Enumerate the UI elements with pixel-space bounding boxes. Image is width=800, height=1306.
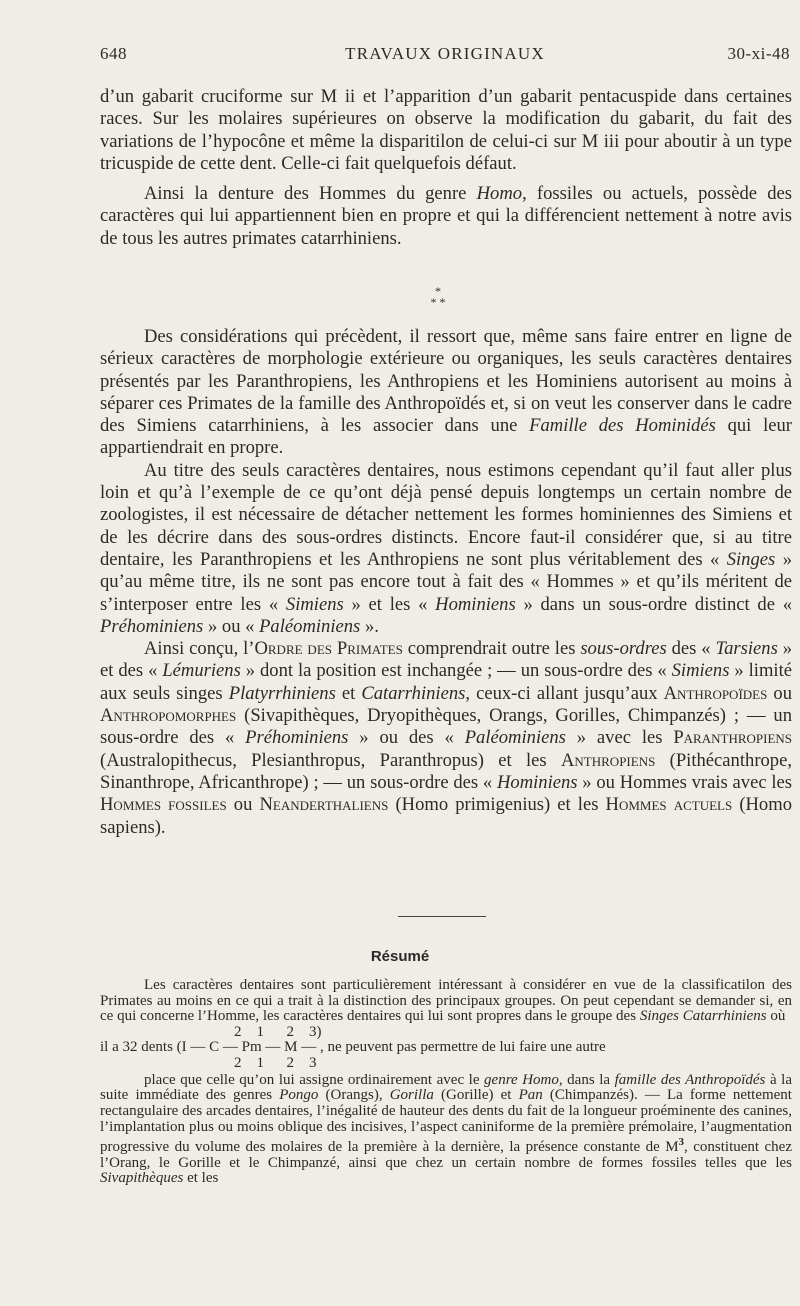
smallcaps-run: Hommes actuels [605, 794, 733, 816]
italic-run: genre Homo [484, 1071, 559, 1088]
smallcaps-run: Anthropoïdes [663, 682, 768, 704]
running-title: TRAVAUX ORIGINAUX [345, 44, 545, 63]
text-run: Des considérations qui précèdent, il ressort que, même sans faire entrer en ligne de sérieux caractères de morphologie extérieure ou organiques, les seuls caractères dentaires présentés par les Paranthropiens, les Anthropiens et les Hominiens autorisent au moins à séparer ces Primates de la famille des Anthropoïdés et, si on veut les conserver dans le cadre des Simiens catarrhiniens, à les associer dans une [100, 326, 792, 437]
smallcaps-run: Anthropiens [560, 749, 656, 771]
text-run: et les [183, 1170, 219, 1187]
italic-run: Préhominiens [100, 615, 204, 637]
text-run: ». [360, 615, 379, 637]
section-divider [398, 916, 486, 917]
italic-run: Pongo [279, 1087, 319, 1104]
paragraph-homo-denture [100, 183, 792, 250]
text-run: (Sivapithèques, Dryopithèques, Orangs, Gorilles, Chimpanzés) ; — un sous-ordre des « [100, 705, 792, 749]
stars-bottom: * * [430, 295, 446, 309]
text-run: » qu’au même titre, ils ne sont pas encore tout à fait des « Hommes » et qu’ils méritent de s’interposer entre les « [100, 548, 792, 615]
italic-run: Tarsiens [715, 638, 778, 660]
italic-run: Famille des Hominidés [529, 415, 716, 437]
text-run: comprendrait outre les [402, 638, 581, 660]
text-run: » ou « [203, 615, 260, 637]
text-run: Ainsi conçu, l’ [144, 638, 255, 660]
italic-run: Platyrrhiniens [228, 682, 336, 704]
text-run: » ou des « [348, 727, 465, 749]
text-run: Les caractères dentaires sont particulièrement intéressant à considérer en vue de la classificatilon des Primates au moins en ce qui a trait à la distinction des principaux groupes. On peut cependant se demander si, en ce qui concerne l’Homme, les caractères dentaires qui lui sont propres dans le groupe des [100, 977, 792, 1025]
body-section-1 [100, 86, 792, 250]
issue-date: 30-xi-48 [727, 44, 790, 63]
italic-run: Singes [726, 548, 776, 570]
smallcaps-run: Ordre des Primates [254, 638, 403, 660]
dental-formula [100, 1025, 792, 1073]
text-run: ou [767, 682, 792, 704]
resume-section [100, 978, 792, 1187]
text-run: des « [666, 638, 716, 660]
italic-run: Paléominiens [259, 615, 361, 637]
resume-heading: Résumé [370, 948, 430, 965]
text-run: ou [226, 794, 260, 816]
italic-run: Préhominiens [245, 727, 349, 749]
smallcaps-run: Paranthropiens [673, 727, 793, 749]
resume-paragraph-1 [100, 978, 792, 1025]
smallcaps-run: Neanderthaliens [259, 794, 389, 816]
page-number: 648 [100, 44, 127, 63]
italic-run: sous-ordres [580, 638, 667, 660]
star-top: * [435, 284, 441, 298]
text-run: (Australopithecus, Plesianthropus, Paranthropus) et les [100, 749, 561, 771]
text-run: (Pithécanthrope, Sinanthrope, Africanthrope) ; — un sous-ordre des « [100, 749, 793, 793]
text-run: » avec les [565, 727, 674, 749]
text-run: » ou Hommes vrais avec les [577, 771, 792, 793]
italic-run: Catarrhiniens [361, 682, 466, 704]
text-run: Au titre des seuls caractères dentaires, nous estimons cependant qu’il faut aller plus loin et qu’à l’exemple de ce qu’ont déjà pensé depuis longtemps un certain nombre de zoologistes, il est nécessaire de détacher nettement les formes hominiennes des Simiens et de les décrire dans des sous-ordres distincts. Encore faut-il considérer que, si au titre dentaire, les Paranthropiens et les Anthropiens ne sont plus véritablement des « [100, 459, 792, 570]
italic-run: famille des Anthropoïdés [614, 1071, 766, 1088]
text-run: , fossiles ou actuels, possède des caractères qui lui appartiennent bien en propre et qui la différencient nettement à notre avis de tous les autres primates catarrhiniens. [100, 183, 792, 249]
italic-run: Hominiens [496, 771, 578, 793]
text-run: Ainsi la denture des Hommes du genre [144, 183, 477, 205]
italic-run: Hominiens [435, 593, 516, 615]
running-header [100, 44, 790, 68]
text-run: (Gorille) et [433, 1087, 519, 1104]
italic-run: Lémuriens [162, 660, 241, 682]
text-run: , ceux-ci allant jusqu’aux [465, 682, 664, 704]
text-run: » dans un sous-ordre distinct de « [515, 593, 793, 615]
formula-upper-row: 2 1 2 3) [234, 1023, 322, 1040]
italic-run: Simiens [285, 593, 344, 615]
text-run: (Chimpanzés). — La forme nettement rectangulaire des arcades dentaires, l’inégalité de hauteur des dents du fait de la longueur proéminente des canines, l’implantation plus ou moins oblique des incisives, l’aspect caniniforme de la première prémolaire, l’augmentation progressive du volume des molaires de la première à la dernière, la présence constante de M [100, 1087, 792, 1156]
text-run: et [335, 682, 362, 704]
text-run: (Homo primigenius) et les [388, 794, 606, 816]
italic-run: Simiens [671, 660, 730, 682]
italic-run: Pan [518, 1087, 543, 1104]
paragraph-dental-titles [100, 460, 792, 638]
superscript: 3 [678, 1136, 685, 1149]
body-section-2 [100, 326, 792, 839]
italic-run: Gorilla [389, 1087, 434, 1104]
italic-run: Sivapithèques [100, 1170, 184, 1187]
formula-lower-row: 2 1 2 3 [234, 1054, 317, 1071]
italic-run: Homo [476, 183, 523, 205]
smallcaps-run: Anthropomorphes [100, 705, 237, 727]
text-run: » et des « [100, 638, 792, 682]
text-run: » limité aux seuls singes [100, 660, 792, 704]
italic-run: Singes Catarrhiniens [639, 1008, 767, 1025]
text-run: qui leur appartiendrait en propre. [100, 415, 793, 459]
formula-line: il a 32 dents (I — C — Pm — M — , ne peuvent pas permettre de lui faire une autre [100, 1038, 606, 1055]
paragraph-continuation: d’un gabarit cruciforme sur M ii et l’apparition d’un gabarit pentacuspide dans certaines races. Sur les molaires supérieures on observe la modification du gabarit, du fait des variations de l’hypocône et même la disparitilon de celui-ci sur M iii pour aboutir à un type tricuspide de cette dent. Celle-ci fait quelquefois défaut. [100, 86, 792, 174]
text-run: place que celle qu’on lui assigne ordinairement avec le [144, 1071, 485, 1088]
text-run: à la suite immédiate des genres [100, 1071, 793, 1104]
section-separator-stars [418, 286, 458, 308]
text-run: » et les « [343, 593, 436, 615]
italic-run: Paléominiens [464, 727, 566, 749]
smallcaps-run: Hommes fossiles [100, 794, 227, 816]
text-run: » dont la position est inchangée ; — un sous-ordre des « [240, 660, 672, 682]
text-run: , constituent chez l’Orang, le Gorille et le Chimpanzé, ainsi que chez un certain nombre de formes fossiles telles que les [100, 1139, 792, 1171]
text-run: (Homo sapiens). [100, 794, 792, 838]
text-run: (Orangs), [318, 1087, 390, 1104]
paragraph-classification [100, 638, 792, 839]
paragraph-considerations [100, 326, 792, 460]
text-run: où [766, 1008, 786, 1025]
resume-paragraph-2 [100, 1073, 792, 1187]
text-run: , dans la [558, 1071, 615, 1088]
